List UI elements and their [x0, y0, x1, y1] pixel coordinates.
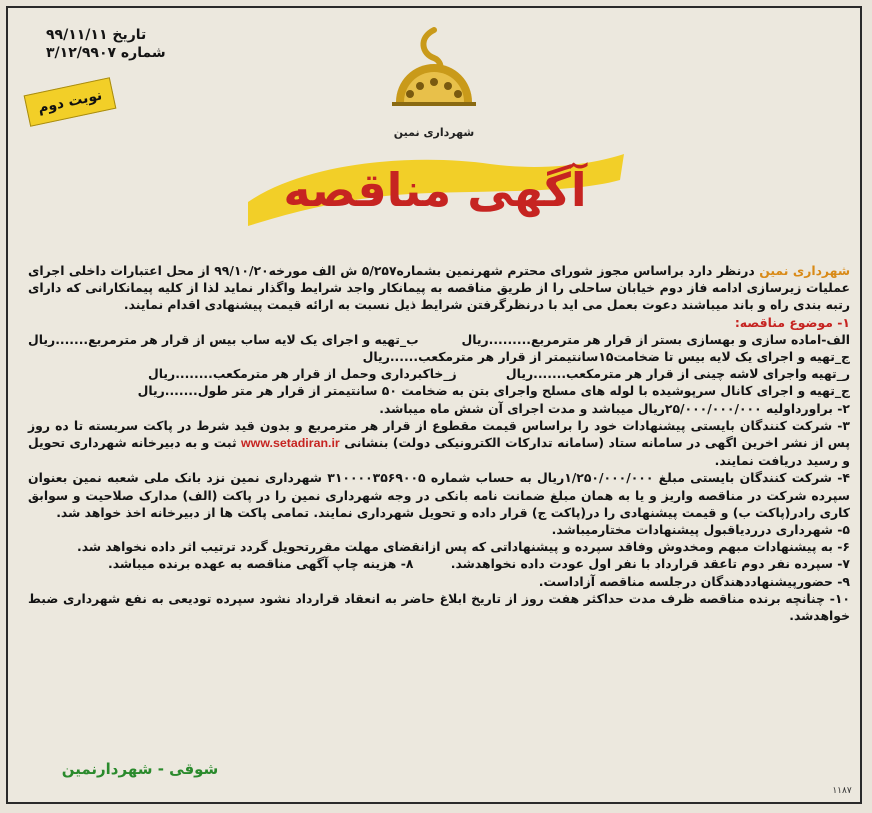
item-7: ۷- سپرده نفر دوم تاعقد قرارداد با نفر اول عودت داده نخواهدشد. [450, 556, 850, 572]
subject-c2: ج_تهیه و اجرای کانال سرپوشیده با لوله های مسلح واجرای بتن به ضخامت ۵۰ سانتیمتر از قرار هر متر طول.......ریال [137, 383, 850, 399]
item-4: ۴- شرکت کنندگان بایستی مبلغ ۱/۲۵۰/۰۰۰/۰۰۰ریال به حساب شماره ۳۱۰۰۰۰۳۵۶۹۰۰۵ شهرداری نمین نزد بانک ملی شعبه نمین بعنوان سپرده شرکت در مناقصه واریز و یا به همان مبلغ ضمانت نامه بانکی در وجه شهرداری نمین را در پاکت (الف) مدارک صلاحیت و سوابق کاری رادر(پاکت ب) و قیمت پیشنهادی را در(پاکت ج) قرار داده و تحویل شهرداری نمایند. تمامی پاکت ها از دبیرخانه اخذ خواهد شد. [28, 470, 850, 520]
org-name: شهرداری نمین [759, 263, 850, 278]
item-5: ۵- شهرداری درردیاقبول پیشنهادات مختارمیباشد. [551, 522, 850, 538]
intro-paragraph [28, 262, 850, 314]
subject-c: ج_تهیه و اجرای یک لایه بیس تا ضخامت۱۵سانتیمتر از قرار هر مترمکعب......ریال [362, 349, 850, 365]
number-line: شماره ۳/۱۲/۹۹۰۷ [46, 45, 166, 61]
title-banner [240, 150, 630, 230]
footer-brand: شوقی - شهردارنمین [61, 760, 219, 778]
page-title: آگهی مناقصه [283, 163, 587, 217]
subject-row-3 [28, 365, 850, 382]
item-3-text-b: ثبت و به دبیرخانه شهرداری تحویل و رسید دریافت نمایند. [28, 435, 850, 469]
second-run-badge: نوبت دوم [24, 77, 117, 127]
item-3 [28, 417, 850, 470]
section-heading: ۱- موضوع مناقصه: [734, 314, 850, 330]
items-7-8-row [28, 555, 850, 572]
item-9: ۹- حضورپیشنهاددهندگان درجلسه مناقصه آزاداست. [538, 573, 850, 589]
intro-text: درنظر دارد براساس مجوز شورای محترم شهرنمین بشماره۵/۲۵۷ ش الف مورخه۹۹/۱۰/۲۰ از محل اعتبارات داخلی اجرای عملیات زیرسازی ادامه فاز دوم خیابان ساحلی را از طریق مناقصه به پیمانکار واجد شرایط واگذار نماید لذا از کلیه پیمانکارانی که دارای رتبه بندی راه و باند میباشند دعوت بعمل می اید با درنظرگرفتن شرایط ذیل نسبت به ارائه قیمت پیشنهادی اقدام نمایند. [28, 263, 850, 313]
subject-z: ز_خاکبرداری وحمل از قرار هر مترمکعب........ریال [148, 366, 457, 382]
municipality-logo-icon [382, 24, 486, 128]
item-3-text-a: ۳- شرکت کنندگان بایستی پیشنهادات خود را براساس قیمت مقطوع از قرار هر مترمربع و بدون قید شرط در پاکت سربسته تا ده روز پس از نشر اخرین اگهی در سامانه ستاد (سامانه تدارکات الکترونیکی دولت) بنشانی [28, 417, 850, 451]
setadiran-link[interactable]: www.setadiran.ir [241, 436, 340, 451]
item-10: ۱۰- چنانچه برنده مناقصه ظرف مدت حداکثر هفت روز از تاریخ ابلاغ حاضر به انعقاد قرارداد نشود سپرده تودیعی به نفع شهرداری ضبط خواهدشد. [28, 590, 850, 624]
footer-code: ۱۱۸۷ [832, 786, 852, 796]
logo-caption: شهرداری نمین [393, 126, 475, 139]
item-8: ۸- هزینه چاپ آگهی مناقصه به عهده برنده میباشد. [108, 556, 414, 572]
date-number-block [46, 26, 166, 62]
subject-row-1 [28, 331, 850, 348]
subject-b: ب_تهیه و اجرای یک لایه ساب بیس از قرار هر مترمربع.......ریال [28, 331, 419, 347]
item-6: ۶- به پیشنهادات مبهم ومخدوش وفاقد سپرده و پیشنهاداتی که پس ازانقضای مهلت مقررتحویل گردد ترتیب اثر داده نخواهد شد. [77, 539, 850, 555]
subject-r: ر_تهیه واجرای لاشه چینی از قرار هر مترمکعب.......ریال [505, 366, 850, 382]
date-line: تاریخ ۹۹/۱۱/۱۱ [46, 27, 147, 43]
item-2: ۲- براوردا‌ولیه ۲۵/۰۰۰/۰۰۰/۰۰۰ریال میباشد و مدت اجرای آن شش ماه میباشد. [379, 400, 850, 416]
subject-a: الف-اماده سازی و بهسازی بستر از قرار هر مترمربع.........ریال [461, 331, 850, 347]
notice-body [28, 262, 850, 624]
